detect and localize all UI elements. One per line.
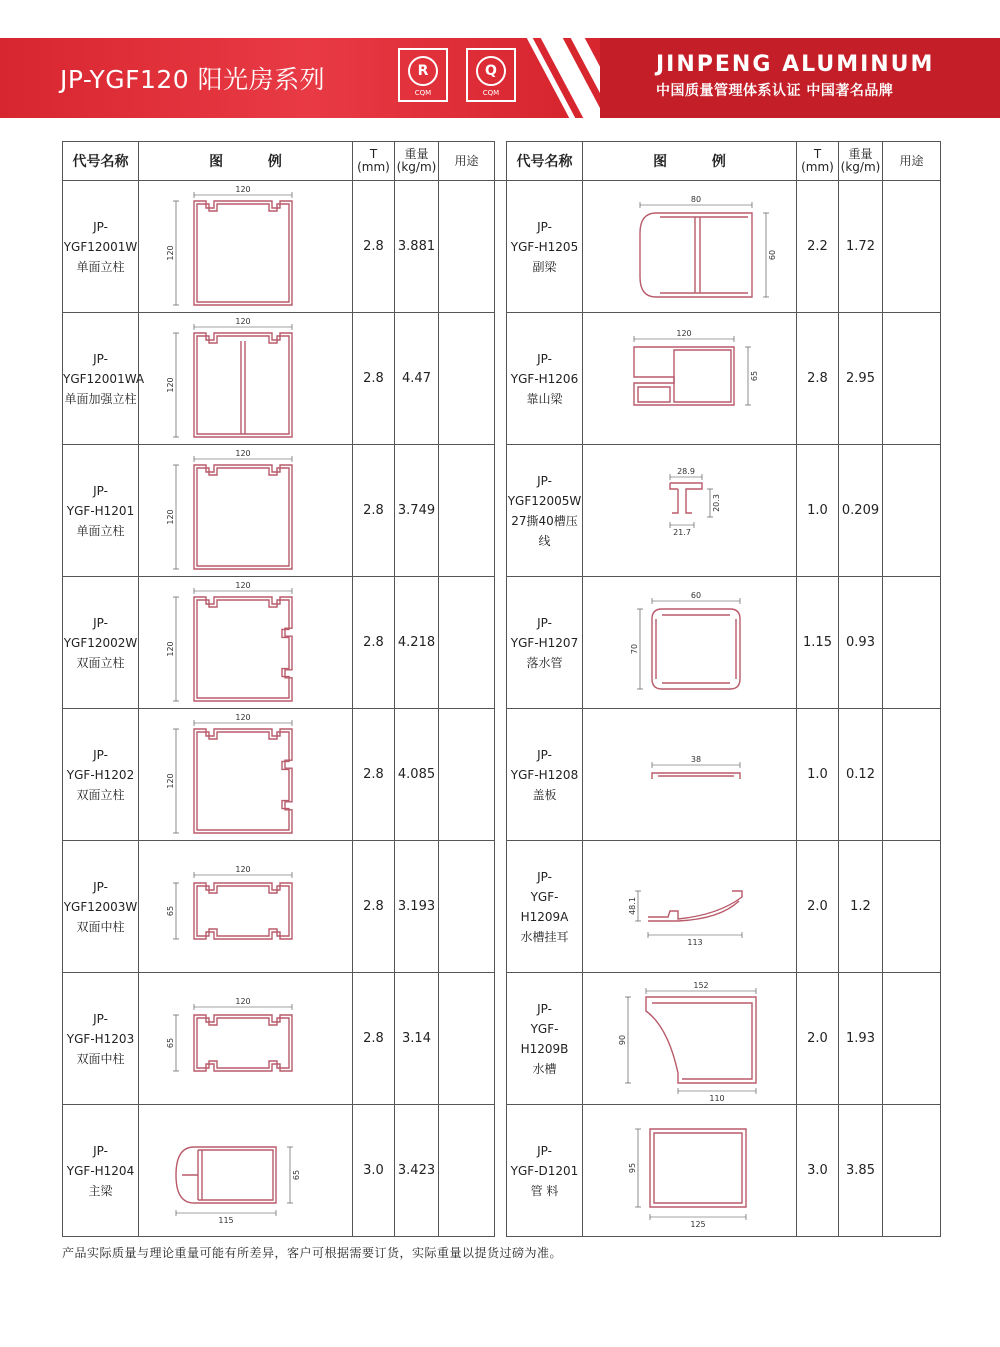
profile-name: 双面中柱	[76, 919, 125, 934]
dimension-label: 70	[629, 643, 639, 654]
table-row	[63, 181, 941, 313]
dimension-label: 115	[217, 1215, 234, 1225]
profile-section-drawing	[590, 315, 790, 443]
profile-outline	[197, 1018, 289, 1068]
profile-code-prefix: JP-	[537, 219, 552, 234]
profile-code-cell	[63, 181, 139, 313]
dimension-label: 120	[165, 508, 175, 525]
profile-outline	[194, 597, 292, 701]
dimension-label: 65	[165, 905, 175, 916]
profile-code-prefix: JP-	[93, 879, 108, 894]
cert-q-icon: Q	[476, 56, 506, 86]
profile-code-cell	[63, 445, 139, 577]
dimension-label: 152	[692, 980, 709, 990]
column-gap	[495, 1105, 507, 1237]
thickness-value: 1.15	[803, 635, 832, 650]
cert-r-badge	[398, 48, 448, 102]
profile-code-prefix: JP-	[537, 747, 552, 762]
profile-spec-table	[62, 141, 941, 1237]
table-row	[63, 973, 941, 1105]
profile-code: YGF-H1203	[66, 1031, 135, 1046]
use-cell	[439, 841, 495, 973]
dimension-label: 120	[234, 448, 251, 458]
profile-outline	[652, 1003, 752, 1079]
dimension-label: 38	[690, 754, 701, 764]
weight-value: 1.2	[850, 899, 871, 914]
profile-drawing-cell	[583, 841, 797, 973]
dimension-label: 65	[291, 1169, 301, 1180]
profile-outline	[654, 1133, 742, 1203]
profile-section-drawing	[146, 1107, 346, 1235]
weight-value: 3.14	[402, 1031, 431, 1046]
table-row	[63, 577, 941, 709]
weight-cell	[395, 973, 439, 1105]
profile-section-drawing	[590, 1107, 790, 1235]
dimension-label: 21.7	[672, 527, 691, 537]
column-gap	[495, 445, 507, 577]
table-row	[63, 841, 941, 973]
profile-code-cell	[507, 709, 583, 841]
cert-r-icon: R	[408, 56, 438, 86]
profile-drawing-cell	[583, 577, 797, 709]
weight-cell	[395, 577, 439, 709]
col-figure-header: 图 例	[583, 142, 797, 181]
profile-code-prefix: JP-	[537, 615, 552, 630]
dimension-label: 120	[165, 772, 175, 789]
profile-code-cell	[507, 973, 583, 1105]
profile-name: 副梁	[532, 259, 557, 274]
profile-code-cell	[507, 313, 583, 445]
weight-cell	[395, 313, 439, 445]
col-code-header: 代号名称	[63, 142, 139, 181]
thickness-cell	[353, 445, 395, 577]
thickness-cell	[797, 313, 839, 445]
profile-code-cell	[63, 841, 139, 973]
table-body	[63, 181, 941, 1237]
thickness-cell	[353, 577, 395, 709]
profile-code-cell	[63, 313, 145, 445]
profile-section-drawing	[590, 447, 790, 575]
col-weight-header: 重量 (kg/m)	[839, 142, 883, 181]
profile-code: YGF-H1209A	[520, 889, 569, 924]
use-cell	[883, 577, 941, 709]
profile-drawing-cell	[583, 313, 797, 445]
profile-name: 单面立柱	[76, 523, 125, 538]
profile-code-prefix: JP-	[537, 869, 552, 884]
use-cell	[883, 181, 941, 313]
profile-code-prefix: JP-	[537, 351, 552, 366]
profile-section-drawing	[590, 579, 790, 707]
table-row	[63, 1105, 941, 1237]
profile-outline	[194, 201, 292, 305]
thickness-value: 2.8	[363, 503, 384, 518]
dimension-label: 90	[617, 1034, 627, 1045]
table-row	[63, 313, 941, 445]
weight-cell	[395, 841, 439, 973]
profile-outline	[197, 886, 289, 936]
profile-drawing-cell	[583, 1105, 797, 1237]
weight-value: 3.749	[397, 503, 436, 518]
thickness-value: 2.8	[363, 239, 384, 254]
thickness-value: 2.8	[807, 371, 828, 386]
thickness-value: 3.0	[363, 1163, 384, 1178]
use-cell	[883, 445, 941, 577]
profile-name: 单面立柱	[76, 259, 125, 274]
profile-drawing-cell	[139, 709, 353, 841]
col-t-header: T (mm)	[353, 142, 395, 181]
profile-code-prefix: JP-	[93, 351, 108, 366]
profile-name: 双面立柱	[76, 655, 125, 670]
col-use-header: 用途	[439, 142, 495, 181]
thickness-cell	[797, 181, 839, 313]
weight-value: 1.72	[846, 239, 875, 254]
weight-cell	[839, 445, 883, 577]
column-gap	[495, 841, 507, 973]
profile-outline	[652, 773, 740, 779]
profile-name: 落水管	[526, 655, 563, 670]
weight-value: 1.93	[846, 1031, 875, 1046]
dimension-label: 120	[234, 712, 251, 722]
profile-section-drawing	[146, 447, 346, 575]
weight-cell	[395, 709, 439, 841]
dimension-label: 60	[690, 590, 701, 600]
profile-section-drawing	[590, 711, 790, 839]
weight-value: 4.085	[397, 767, 436, 782]
column-gap	[495, 181, 507, 313]
dimension-label: 125	[689, 1219, 706, 1229]
cert-q-badge	[466, 48, 516, 102]
profile-section-drawing	[590, 975, 790, 1103]
column-gap	[495, 313, 507, 445]
use-cell	[439, 577, 495, 709]
profile-code-cell	[507, 577, 583, 709]
profile-section-drawing	[590, 183, 790, 311]
thickness-value: 2.0	[807, 899, 828, 914]
thickness-cell	[353, 181, 395, 313]
profile-name: 水槽挂耳	[520, 929, 569, 944]
profile-code: YGF12001W	[63, 239, 138, 254]
dimension-label: 120	[165, 640, 175, 657]
weight-value: 4.47	[402, 371, 431, 386]
profile-name: 双面立柱	[76, 787, 125, 802]
thickness-value: 2.8	[363, 371, 384, 386]
dimension-label: 120	[234, 184, 251, 194]
weight-value: 3.193	[397, 899, 436, 914]
profile-code-prefix: JP-	[537, 473, 552, 488]
profile-code-cell	[63, 973, 139, 1105]
column-gap	[495, 973, 507, 1105]
thickness-value: 1.0	[807, 503, 828, 518]
profile-outline	[241, 341, 245, 434]
profile-section-drawing	[146, 579, 346, 707]
profile-code: YGF-H1204	[66, 1163, 135, 1178]
profile-section-drawing	[146, 183, 346, 311]
profile-outline	[646, 997, 756, 1083]
profile-code: YGF-H1201	[66, 503, 135, 518]
col-weight-header: 重量 (kg/m)	[395, 142, 439, 181]
dimension-label: 120	[234, 316, 251, 326]
dimension-label: 120	[234, 996, 251, 1006]
profile-outline	[634, 347, 734, 405]
profile-drawing-cell	[139, 1105, 353, 1237]
weight-value: 4.218	[397, 635, 436, 650]
profile-outline	[638, 350, 731, 402]
profile-code-cell	[507, 445, 583, 577]
thickness-value: 2.8	[363, 1031, 384, 1046]
dimension-label: 120	[675, 328, 692, 338]
thickness-value: 2.2	[807, 239, 828, 254]
column-gap	[495, 577, 507, 709]
profile-section-drawing	[590, 843, 790, 971]
profile-code: YGF12003W	[63, 899, 138, 914]
table-row	[63, 445, 941, 577]
thickness-cell	[797, 973, 839, 1105]
profile-name: 水槽	[532, 1061, 557, 1076]
thickness-cell	[797, 1105, 839, 1237]
profile-outline	[660, 217, 748, 293]
footnote: 产品实际质量与理论重量可能有所差异，客户可根据需要订货，实际重量以提货过磅为准。	[62, 1246, 563, 1260]
profile-code: YGF-H1205	[510, 239, 579, 254]
profile-code-cell	[507, 841, 583, 973]
profile-code-cell	[63, 709, 139, 841]
profile-code-prefix: JP-	[537, 1143, 552, 1158]
profile-outline	[197, 600, 289, 698]
dimension-label: 48.1	[627, 896, 637, 915]
profile-drawing-cell	[139, 841, 353, 973]
series-title: JP-YGF120 阳光房系列	[60, 65, 326, 94]
dimension-label: 80	[690, 194, 701, 204]
thickness-value: 3.0	[807, 1163, 828, 1178]
profile-code-prefix: JP-	[93, 1143, 108, 1158]
profile-code: YGF-H1209B	[520, 1021, 569, 1056]
profile-outline	[670, 483, 702, 513]
profile-code: YGF-H1206	[510, 371, 579, 386]
col-t-header: T (mm)	[797, 142, 839, 181]
thickness-cell	[797, 577, 839, 709]
profile-drawing-cell	[139, 313, 353, 445]
brand-name-en: JINPENG ALUMINUM	[656, 52, 935, 77]
dimension-label: 120	[234, 864, 251, 874]
profile-outline	[650, 1129, 746, 1207]
use-cell	[439, 973, 495, 1105]
profile-outline	[194, 333, 292, 437]
dimension-label: 65	[749, 370, 759, 381]
weight-cell	[839, 973, 883, 1105]
use-cell	[883, 973, 941, 1105]
profile-drawing-cell	[583, 973, 797, 1105]
use-cell	[439, 313, 495, 445]
dimension-label: 65	[165, 1037, 175, 1048]
thickness-value: 2.8	[363, 767, 384, 782]
weight-cell	[839, 1105, 883, 1237]
profile-name: 单面加强立柱	[64, 391, 137, 406]
brand-slogan-cn: 中国质量管理体系认证 中国著名品牌	[656, 83, 894, 99]
profile-code: YGF-H1202	[66, 767, 135, 782]
thickness-value: 2.0	[807, 1031, 828, 1046]
profile-code-prefix: JP-	[93, 219, 108, 234]
profile-outline	[197, 336, 289, 434]
cert-caption: CQM	[482, 89, 500, 97]
weight-value: 0.209	[841, 503, 880, 518]
profile-section-drawing	[146, 711, 346, 839]
weight-value: 2.95	[846, 371, 875, 386]
profile-name: 主梁	[88, 1183, 113, 1198]
profile-name: 管 料	[530, 1183, 559, 1198]
dimension-label: 120	[165, 376, 175, 393]
profile-section-drawing	[146, 315, 346, 443]
profile-code-prefix: JP-	[93, 1011, 108, 1026]
weight-cell	[395, 181, 439, 313]
thickness-value: 2.8	[363, 899, 384, 914]
dimension-label: 20.3	[711, 493, 721, 512]
dimension-label: 28.9	[676, 466, 695, 476]
column-gap	[495, 709, 507, 841]
profile-drawing-cell	[583, 445, 797, 577]
profile-code: YGF-H1208	[510, 767, 579, 782]
weight-cell	[839, 841, 883, 973]
dimension-label: 95	[627, 1162, 637, 1173]
profile-code-cell	[63, 1105, 139, 1237]
weight-cell	[395, 1105, 439, 1237]
weight-cell	[839, 181, 883, 313]
profile-code-cell	[63, 577, 139, 709]
use-cell	[439, 181, 495, 313]
weight-value: 0.93	[846, 635, 875, 650]
weight-cell	[839, 709, 883, 841]
banner-dark-panel	[600, 38, 1000, 118]
column-gap	[495, 142, 507, 181]
dimension-label: 60	[767, 249, 777, 260]
profile-outline	[194, 465, 292, 569]
thickness-cell	[797, 709, 839, 841]
weight-value: 3.423	[397, 1163, 436, 1178]
profile-name: 双面中柱	[76, 1051, 125, 1066]
thickness-value: 1.0	[807, 767, 828, 782]
profile-name: 盖板	[532, 787, 557, 802]
use-cell	[883, 1105, 941, 1237]
profile-code: YGF-H1207	[510, 635, 579, 650]
profile-drawing-cell	[139, 577, 353, 709]
dimension-label: 113	[686, 937, 703, 947]
profile-code: YGF-D1201	[510, 1163, 579, 1178]
profile-drawing-cell	[583, 709, 797, 841]
profile-code: YGF12002W	[63, 635, 138, 650]
profile-code-prefix: JP-	[93, 747, 108, 762]
thickness-cell	[353, 841, 395, 973]
weight-cell	[839, 577, 883, 709]
profile-code-prefix: JP-	[93, 615, 108, 630]
profile-drawing-cell	[139, 445, 353, 577]
profile-code-prefix: JP-	[93, 483, 108, 498]
profile-code: YGF12001WA	[63, 371, 145, 386]
col-figure-header: 图 例	[139, 142, 353, 181]
profile-outline	[652, 609, 740, 689]
table-header-row	[63, 142, 941, 181]
profile-outline	[197, 468, 289, 566]
cert-caption: CQM	[414, 89, 432, 97]
thickness-cell	[797, 445, 839, 577]
profile-name: 27撕40槽压线	[511, 513, 578, 548]
profile-outline	[656, 615, 736, 683]
profile-outline	[197, 732, 289, 830]
table-row	[63, 709, 941, 841]
profile-section-drawing	[146, 975, 346, 1103]
profile-outline	[194, 729, 292, 833]
thickness-cell	[353, 973, 395, 1105]
profile-code-prefix: JP-	[537, 1001, 552, 1016]
profile-code: YGF12005W	[507, 493, 582, 508]
dimension-label: 120	[234, 580, 251, 590]
use-cell	[883, 841, 941, 973]
dimension-label: 110	[708, 1093, 725, 1103]
weight-value: 0.12	[846, 767, 875, 782]
thickness-cell	[353, 709, 395, 841]
profile-outline	[197, 204, 289, 302]
thickness-cell	[353, 1105, 395, 1237]
col-code-header: 代号名称	[507, 142, 583, 181]
use-cell	[439, 445, 495, 577]
profile-drawing-cell	[139, 973, 353, 1105]
col-use-header: 用途	[883, 142, 941, 181]
profile-outline	[648, 891, 742, 921]
thickness-cell	[797, 841, 839, 973]
use-cell	[439, 1105, 495, 1237]
dimension-label: 120	[165, 244, 175, 261]
weight-value: 3.881	[397, 239, 436, 254]
weight-cell	[395, 445, 439, 577]
weight-value: 3.85	[846, 1163, 875, 1178]
profile-section-drawing	[146, 843, 346, 971]
profile-code-cell	[507, 181, 583, 313]
use-cell	[883, 313, 941, 445]
use-cell	[439, 709, 495, 841]
weight-cell	[839, 313, 883, 445]
use-cell	[883, 709, 941, 841]
profile-drawing-cell	[139, 181, 353, 313]
profile-name: 靠山梁	[526, 391, 563, 406]
profile-outline	[640, 213, 752, 297]
profile-code-cell	[507, 1105, 583, 1237]
thickness-cell	[353, 313, 395, 445]
profile-outline	[182, 1150, 273, 1200]
profile-drawing-cell	[583, 181, 797, 313]
thickness-value: 2.8	[363, 635, 384, 650]
